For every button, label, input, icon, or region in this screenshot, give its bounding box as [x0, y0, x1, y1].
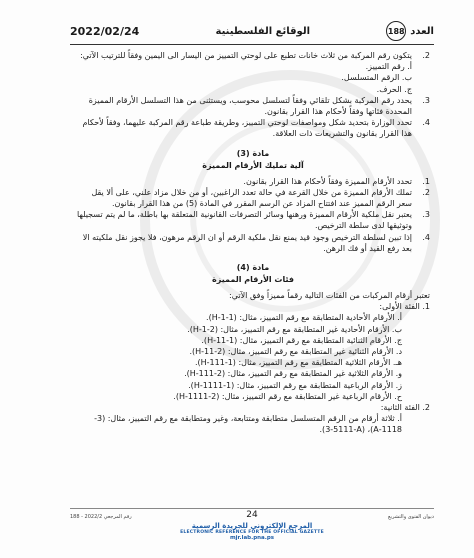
item-number: 3. — [422, 95, 430, 105]
article2-item2-a: أ. رقم التمييز. — [365, 62, 412, 72]
document-body — [76, 50, 430, 436]
item-number: 2. — [422, 51, 430, 60]
item-number: 3. — [422, 210, 430, 220]
item-number: 4. — [422, 118, 430, 128]
article3-item4: إذا تبين لسلطة الترخيص وجود قيد يمنع نقل ملكية الرقم أو ان الرقم مرهون، فلا يجوز نقل ملكيته الا بعد رفع القيد أو فك الرهن. — [82, 232, 412, 253]
article4-subtitle: فئات الأرقام المميزة — [212, 275, 294, 285]
header-rule — [70, 44, 434, 45]
class1-item: ز. الأرقام الرباعية المتطابقة مع رقم التمييز، مثال: (H-1111-1). — [188, 380, 402, 390]
article2-item3: يحدد رقم المركبة بشكل تلقائي وفقاً لتسلسل محوسب، ويستثنى من هذا التسلسل الأرقام المميزة المحددة فئاتها وفقاً لأحكام هذا القرار بقانون. — [88, 95, 412, 117]
logo-url-link[interactable]: mjr.lab.pna.ps — [229, 535, 275, 541]
class2-item-a: أ. ثلاثة أرقام من الرقم المتسلسل متطابقة ومتتابعة، وغير ومتطابقة مع رقم التمييز، مثال: (3-1118-A)، (3-5111-A). — [94, 414, 402, 435]
page-number: 24 — [246, 510, 258, 520]
issue-label: العدد — [410, 25, 434, 37]
class1-item: ح. الأرقام الرباعية غير المتطابقة مع رقم التمييز، مثال: (H-1111-2). — [173, 391, 402, 401]
footer-rule — [70, 508, 434, 509]
article4-title: مادة (4) — [236, 263, 270, 273]
logo-arabic-text: المرجع الإلكتروني للجريدة الرسمية — [191, 522, 313, 530]
footer-issuer-note: ديوان الفتوى والتشريع — [388, 514, 434, 520]
article3-item1: تحدد الأرقام المميزة وفقاً لأحكام هذا القرار بقانون. — [243, 176, 412, 186]
page-header — [70, 20, 434, 42]
page-footer — [70, 508, 434, 552]
logo-english-text: ELECTRONIC REFERENCE FOR THE OFFICIAL GAZETTE — [180, 530, 324, 535]
article3-item3: يعتبر نقل ملكية الأرقام المميزة ورهنها وسائر التصرفات القانونية المتعلقة بها باطلة، ما لم يتم تسجيلها وتوثيقها لدى سلطة الترخيص. — [76, 210, 412, 231]
article2-item4: تحدد الوزارة بتحديد شكل ومواصفات لوحتي التمييز، وطريقة طباعة رقم المركبة عليهما، وفقاً لأحكام هذا القرار بقانون والتشريعات ذات العلاقة. — [82, 118, 412, 139]
article2-item2-c: ج. الحرف. — [376, 84, 412, 94]
class1-item: و. الأرقام الثلاثية غير المتطابقة مع رقم التمييز، مثال: (H-111-2). — [184, 369, 402, 379]
item-number: 2. — [422, 187, 430, 197]
footer-reference-note: رقم المرجعي 2022/2 - 188 — [70, 514, 132, 520]
article3-subtitle: آلية تمليك الأرقام المميزة — [202, 160, 304, 170]
class1-item: ب. الأرقام الأحادية غير المتطابقة مع رقم التمييز، مثال: (H-1-2). — [187, 324, 402, 334]
class1-item: ج. الأرقام الثنائية المتطابقة مع رقم التمييز، مثال: (H-11-1). — [201, 335, 402, 345]
article4-intro: تعتبر أرقام المركبات من الفئات التالية رقماً مميزاً وفق الآتي: — [229, 291, 430, 301]
article2-item2-intro: يتكون رقم المركبة من ثلاث خانات تطبع على لوحتي التمييز من اليسار الى اليمين وفقاً للترتيب الآتي: — [80, 51, 412, 60]
header-gazette-title: الوقائع الفلسطينية — [215, 25, 311, 37]
article3-title: مادة (3) — [236, 148, 270, 158]
class1-item: أ. الأرقام الأحادية المتطابقة مع رقم التمييز، مثال: (H-1-1). — [206, 313, 402, 323]
item-number: 1. — [422, 176, 430, 186]
article3-item2: تملك الأرقام المميزة من خلال القرعة في حالة تعدد الراغبين، أو من خلال مزاد علني، على ألا يقل سعر الرقم المميز عند افتتاح المزاد عن الرسم المقرر في المادة (5) من هذا القرار بقانون. — [91, 187, 412, 209]
gazette-logo[interactable] — [172, 522, 332, 541]
item-number: 4. — [422, 232, 430, 242]
class1-item: هـ. الأرقام الثلاثية المتطابقة مع رقم التمييز، مثال: (H-111-1). — [194, 358, 402, 368]
issue-number-badge: 188 — [386, 21, 406, 41]
class1-item: د. الأرقام الثنائية غير المتطابقة مع رقم التمييز، مثال: (H-11-2). — [189, 347, 402, 357]
class1-title: 1. الفئة الأولى: — [379, 302, 430, 312]
class2-title: 2. الفئة الثانية: — [380, 403, 430, 413]
header-date: 2022/02/24 — [70, 24, 140, 38]
article2-item2-b: ب. الرقم المتسلسل. — [341, 73, 412, 83]
header-issue — [386, 21, 434, 41]
